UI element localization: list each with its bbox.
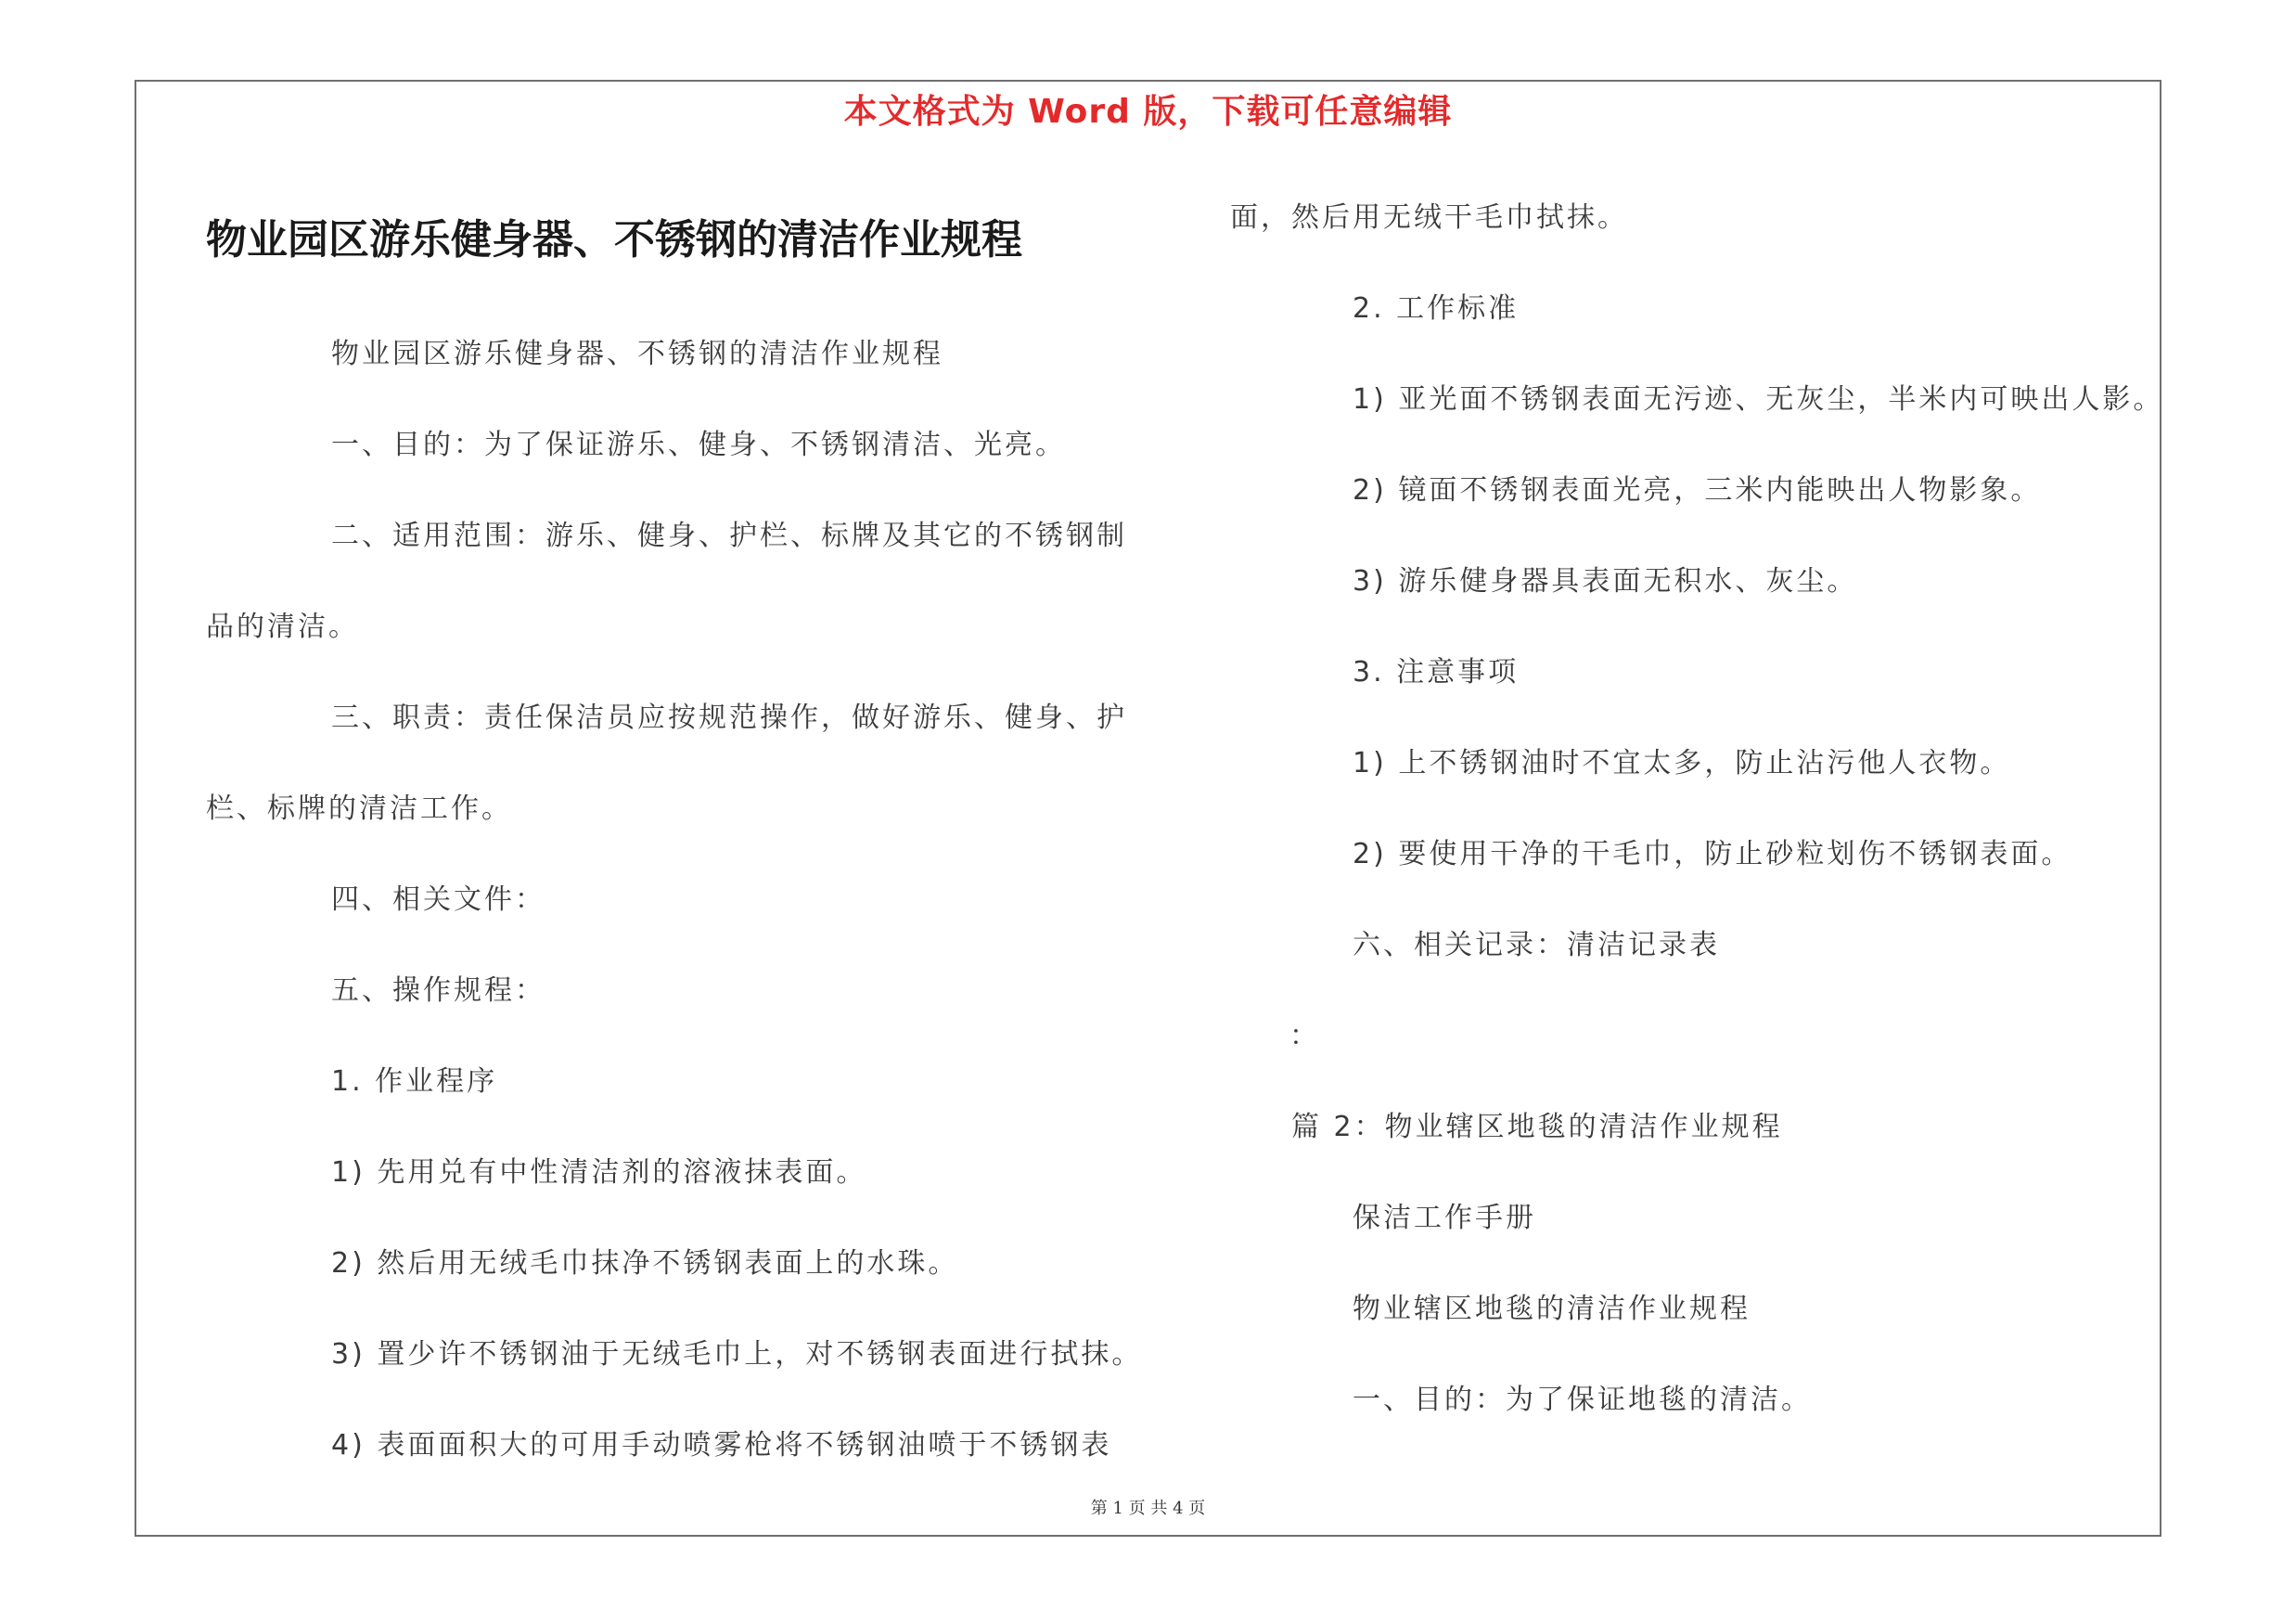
- left-line-duty: 三、职责：责任保洁员应按规范操作，做好游乐、健身、护: [331, 702, 1127, 734]
- left-line-step-3: 3) 置少许不锈钢油于无绒毛巾上，对不锈钢表面进行拭抹。: [331, 1338, 1143, 1371]
- word-format-banner: 本文格式为 Word 版，下载可任意编辑: [843, 93, 1453, 131]
- right-line-note-1: 1) 上不锈钢油时不宜太多，防止沾污他人衣物。: [1353, 747, 2011, 779]
- right-line-standard-3: 3) 游乐健身器具表面无积水、灰尘。: [1353, 565, 1858, 598]
- left-line-step-2: 2) 然后用无绒毛巾抹净不锈钢表面上的水珠。: [331, 1247, 959, 1280]
- left-line-step-1: 1) 先用兑有中性清洁剂的溶液抹表面。: [331, 1156, 867, 1189]
- right-line-standard-1: 1) 亚光面不锈钢表面无污迹、无灰尘，半米内可映出人影。: [1353, 383, 2164, 416]
- right-line-records: 六、相关记录：清洁记录表: [1353, 929, 1720, 961]
- left-line-docs: 四、相关文件：: [331, 883, 545, 916]
- right-line-carpet-heading: 物业辖区地毯的清洁作业规程: [1353, 1293, 1751, 1325]
- left-line-step-4: 4) 表面面积大的可用手动喷雾枪将不锈钢油喷于不锈钢表: [331, 1429, 1112, 1462]
- right-line-note-2: 2) 要使用干净的干毛巾，防止砂粒划伤不锈钢表面。: [1353, 838, 2072, 870]
- left-line-scope: 二、适用范围：游乐、健身、护栏、标牌及其它的不锈钢制: [331, 520, 1127, 552]
- left-line-scope-cont: 品的清洁。: [206, 611, 359, 643]
- left-line-heading: 物业园区游乐健身器、不锈钢的清洁作业规程: [331, 338, 943, 370]
- document-title: 物业园区游乐健身器、不锈钢的清洁作业规程: [206, 216, 1022, 264]
- right-line-part-2-heading: 篇 2：物业辖区地毯的清洁作业规程: [1291, 1111, 1783, 1143]
- right-line-carpet-purpose: 一、目的：为了保证地毯的清洁。: [1353, 1384, 1812, 1416]
- right-line-colon: ：: [1289, 1020, 1320, 1052]
- right-line-manual: 保洁工作手册: [1353, 1202, 1536, 1234]
- left-line-procedure: 五、操作规程：: [331, 974, 545, 1007]
- left-line-duty-cont: 栏、标牌的清洁工作。: [206, 792, 512, 825]
- right-line-step-4-cont: 面，然后用无绒干毛巾拭抹。: [1230, 201, 1628, 234]
- right-line-standard-2: 2) 镜面不锈钢表面光亮，三米内能映出人物影象。: [1353, 474, 2042, 507]
- left-line-work-steps: 1. 作业程序: [331, 1065, 498, 1098]
- page-number-footer: 第 1 页 共 4 页: [1090, 1499, 1206, 1518]
- left-line-purpose: 一、目的：为了保证游乐、健身、不锈钢清洁、光亮。: [331, 429, 1066, 461]
- right-line-notes: 3. 注意事项: [1353, 656, 1520, 689]
- right-line-standards: 2. 工作标准: [1353, 292, 1520, 325]
